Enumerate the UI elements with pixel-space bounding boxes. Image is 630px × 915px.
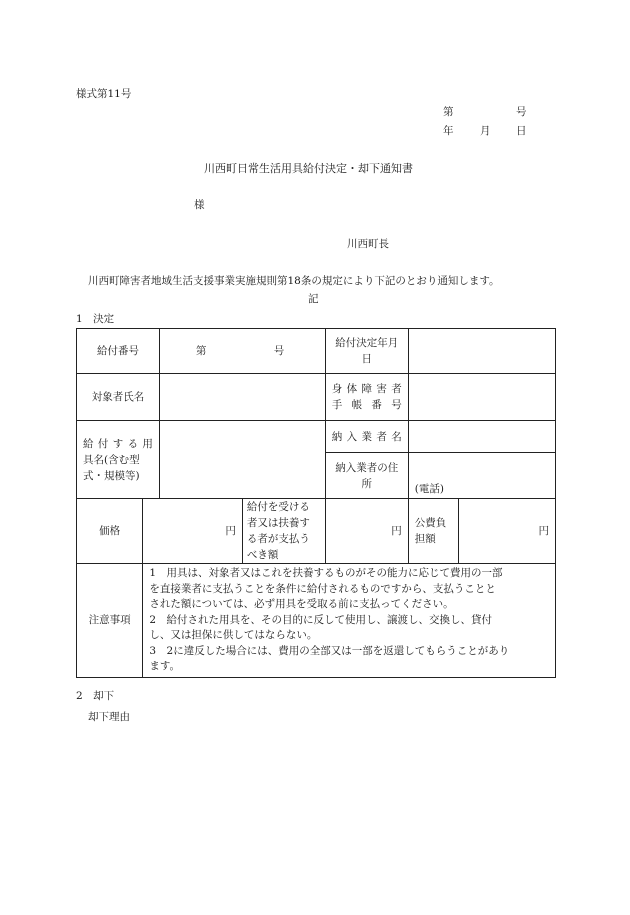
futan-label-line2: 者又は扶養す	[246, 517, 310, 529]
table-row	[77, 499, 556, 564]
date-month: 月	[480, 125, 491, 137]
techo-label-line2: 手帳番号	[331, 399, 402, 411]
note-line: 2 給付された用具を、その目的に反して使用し、譲渡し、交換し、貸付	[149, 613, 493, 626]
note-line: し、又は担保に供してはならない。	[149, 629, 318, 641]
kakaku-value	[143, 499, 243, 564]
nonyu-address-value	[408, 453, 555, 499]
kettei-date-value	[408, 329, 555, 374]
table-row	[77, 374, 556, 421]
decision-table	[76, 328, 556, 678]
document-title: 川西町日常生活用具給付決定・却下通知書	[204, 162, 413, 175]
section1-heading: 1 決定	[76, 313, 115, 325]
yogu-label-line2: 具名(含む型	[83, 453, 140, 466]
date-year: 年	[443, 125, 454, 137]
yogu-label-line1: 給付する用	[83, 437, 153, 450]
note-line: ます。	[149, 660, 181, 672]
date-day: 日	[516, 125, 527, 137]
note-line: された額については、必ず用具を受取る前に支払ってください。	[149, 598, 454, 610]
yen-unit: 円	[391, 525, 402, 537]
reason-label: 却下理由	[88, 711, 130, 723]
yogu-label-line3: 式・規模等)	[83, 469, 140, 482]
kyufu-bango-value	[159, 329, 325, 374]
futan-label-line1: 給付を受ける	[246, 501, 310, 513]
note-line: 3 2に違反した場合には、費用の全部又は一部を返還してもらうことがあり	[149, 644, 510, 657]
section2-heading: 2 却下	[76, 690, 115, 702]
techo-label-line1: 身体障害者	[331, 383, 402, 395]
techo-value	[408, 374, 555, 421]
kohi-value	[458, 499, 556, 564]
kohi-label-line1: 公費負	[414, 517, 447, 529]
kakaku-label: 価格	[77, 499, 143, 564]
body-text: 川西町障害者地域生活支援事業実施規則第18条の規定により下記のとおり通知します。	[88, 275, 500, 287]
form-number: 様式第11号	[76, 88, 132, 100]
notes-content	[143, 564, 556, 678]
nonyu-gyosha-label: 納入業者名	[325, 421, 408, 453]
doc-number-prefix: 第	[443, 106, 454, 118]
kyufu-bango-prefix: 第	[195, 345, 207, 357]
kettei-date-label: 給付決定年月日	[325, 329, 408, 374]
table-row	[77, 564, 556, 678]
table-row	[77, 329, 556, 374]
taishosha-label: 対象者氏名	[77, 374, 160, 421]
techo-label	[325, 374, 408, 421]
denwa-label: (電話)	[414, 483, 444, 495]
yogu-value	[159, 421, 325, 499]
kyufu-bango-label: 給付番号	[77, 329, 160, 374]
futan-label-line4: べき額	[246, 549, 279, 561]
doc-number-suffix: 号	[516, 106, 527, 118]
yen-unit: 円	[538, 525, 549, 537]
yogu-label	[77, 421, 160, 499]
kyufu-bango-suffix: 号	[273, 345, 285, 357]
kohi-label-line2: 担額	[414, 533, 436, 545]
futan-label-line3: る者が支払う	[246, 533, 310, 545]
addressee-suffix: 様	[194, 199, 205, 211]
note-line: 1 用具は、対象者又はこれを扶養するものがその能力に応じて費用の一部	[149, 567, 503, 579]
table-row	[77, 421, 556, 453]
nonyu-address-label: 納入業者の住所	[325, 453, 408, 499]
yen-unit: 円	[225, 525, 236, 537]
futan-label	[242, 499, 325, 564]
futan-value	[325, 499, 408, 564]
issuer: 川西町長	[347, 238, 389, 250]
ki-mark: 記	[308, 293, 319, 305]
notes-label: 注意事項	[77, 564, 143, 678]
nonyu-gyosha-value	[408, 421, 555, 453]
kohi-label	[408, 499, 458, 564]
note-line: を直接業者に支払うことを条件に給付されるものですから、支払うことと	[149, 582, 496, 595]
taishosha-value	[159, 374, 325, 421]
